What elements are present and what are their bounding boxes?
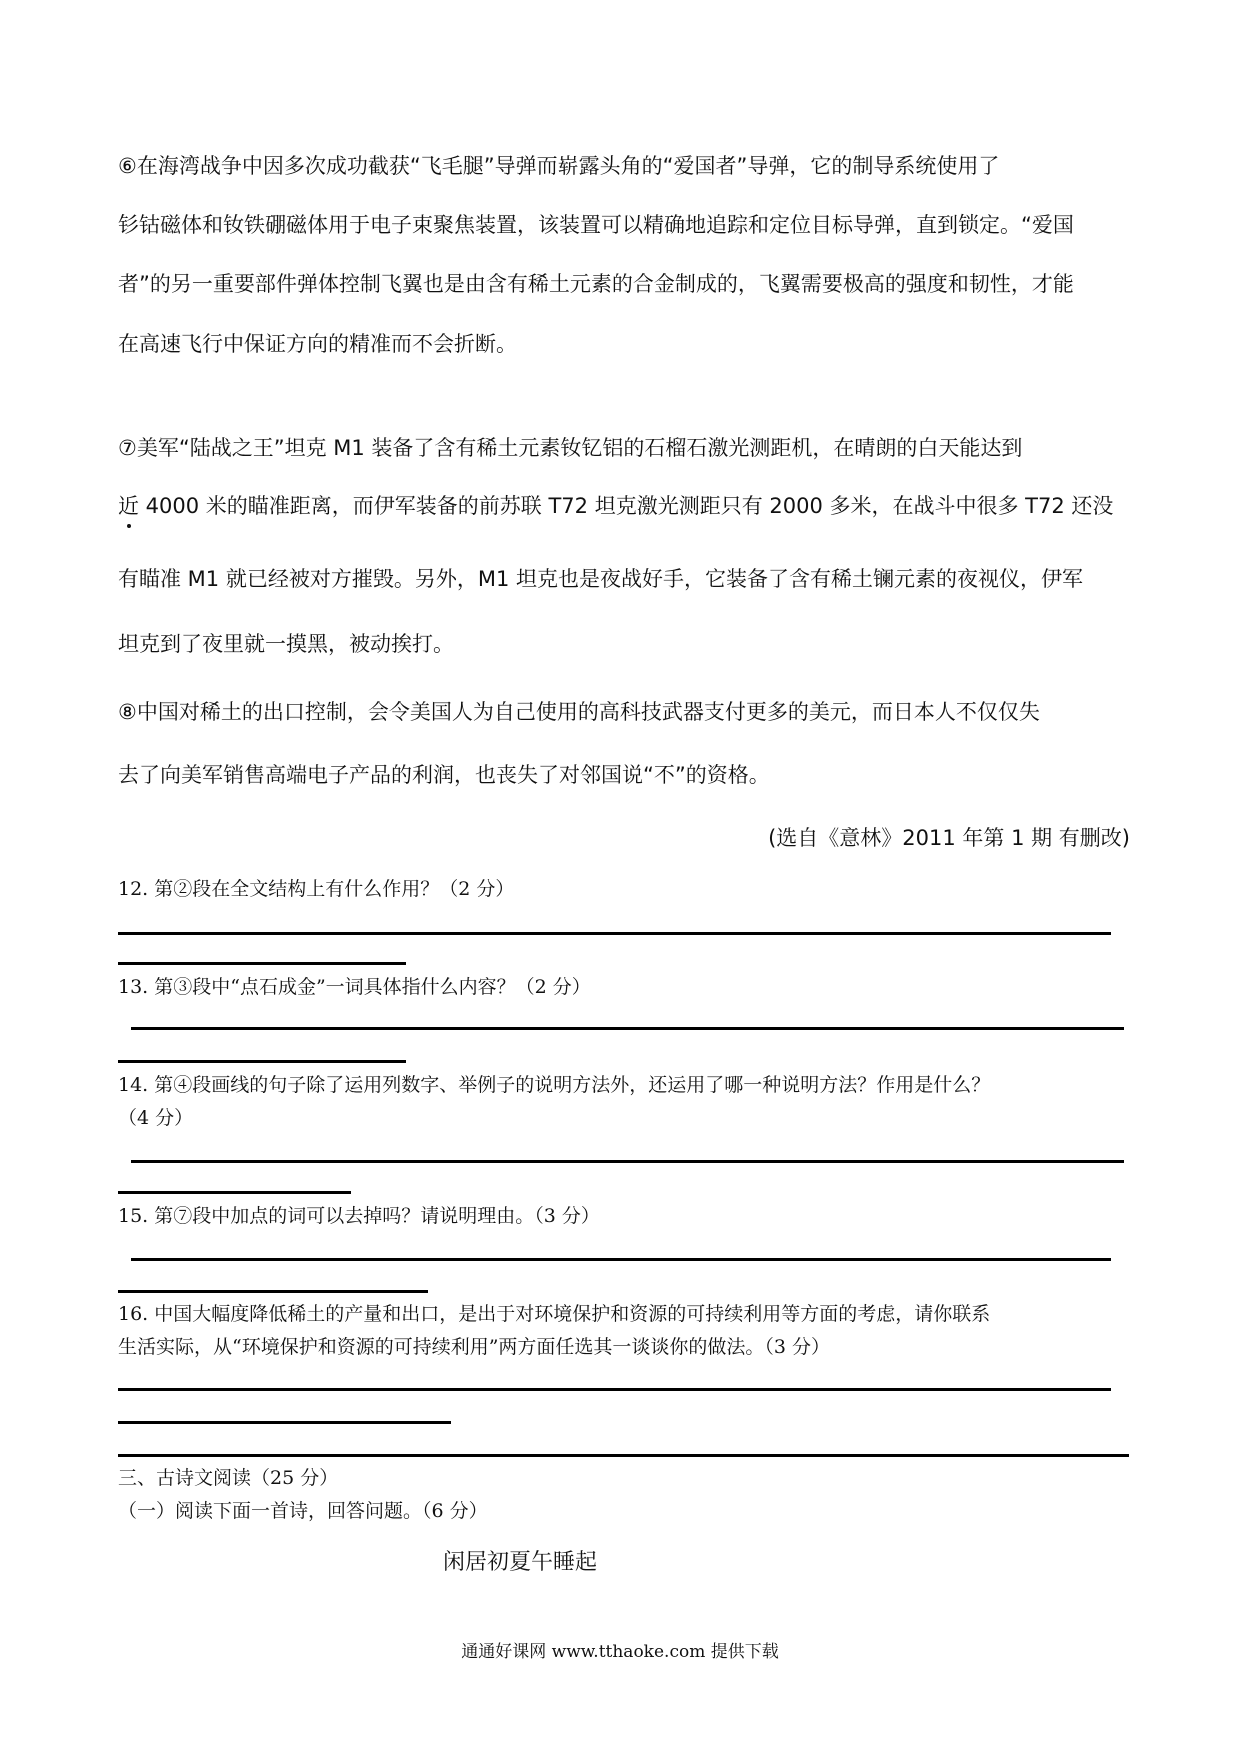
paragraph-6-line-2: 钐钴磁体和钕铁硼磁体用于电子束聚焦装置，该装置可以精确地追踪和定位目标导弹，直到锁定。“爱国 bbox=[118, 213, 1074, 237]
paragraph-7-line-3: 有瞄准 M1 就已经被对方摧毁。另外，M1 坦克也是夜战好手，它装备了含有稀土镧元素的夜视仪，伊军 bbox=[118, 567, 1083, 591]
answer-line bbox=[118, 932, 1111, 935]
question-16-line-1: 16. 中国大幅度降低稀土的产量和出口，是出于对环境保护和资源的可持续利用等方面的考虑，请你联系 bbox=[118, 1303, 991, 1325]
paragraph-8-line-1: ⑧中国对稀土的出口控制，会令美国人为自己使用的高科技武器支付更多的美元，而日本人不仅仅失 bbox=[118, 700, 1040, 724]
paragraph-7-line-1: ⑦美军“陆战之王”坦克 M1 装备了含有稀土元素钕钇铝的石榴石激光测距机，在晴朗的白天能达到 bbox=[118, 436, 1023, 460]
question-16-line-2: 生活实际，从“环境保护和资源的可持续利用”两方面任选其一谈谈你的做法。（3 分） bbox=[118, 1336, 831, 1358]
paragraph-7-line-4: 坦克到了夜里就一摸黑，被动挨打。 bbox=[118, 632, 454, 656]
question-14 bbox=[118, 1069, 1128, 1135]
question-16 bbox=[118, 1298, 1128, 1364]
poem-title: 闲居初夏午睡起 bbox=[443, 1550, 598, 1575]
answer-line bbox=[118, 962, 406, 965]
answer-line bbox=[118, 1191, 351, 1194]
answer-line bbox=[118, 1060, 406, 1063]
section-3-instruction: （一）阅读下面一首诗，回答问题。（6 分） bbox=[118, 1500, 488, 1522]
answer-line bbox=[131, 1258, 1111, 1261]
paragraph-6-line-1: ⑥在海湾战争中因多次成功截获“飞毛腿”导弹而崭露头角的“爱国者”导弹，它的制导系统使用了 bbox=[118, 154, 1000, 178]
footer-download-note: 通通好课网 www.tthaoke.com 提供下载 bbox=[461, 1642, 779, 1662]
section-3-heading: 三、古诗文阅读（25 分） bbox=[118, 1467, 339, 1489]
answer-line bbox=[131, 1160, 1124, 1163]
question-12: 12. 第②段在全文结构上有什么作用？（2 分） bbox=[118, 878, 515, 900]
answer-line bbox=[118, 1290, 428, 1293]
answer-line bbox=[118, 1454, 1129, 1457]
paragraph-7-line-2-rest: 4000 米的瞄准距离，而伊军装备的前苏联 T72 坦克激光测距只有 2000 多米，在战斗中很多 T72 还没 bbox=[139, 494, 1114, 518]
dotted-word: 近 bbox=[118, 490, 139, 520]
question-14-line-1: 14. 第④段画线的句子除了运用列数字、举例子的说明方法外，还运用了哪一种说明方法？作用是什么？ bbox=[118, 1074, 991, 1096]
paragraph-6-line-4: 在高速飞行中保证方向的精准而不会折断。 bbox=[118, 332, 517, 356]
answer-line bbox=[118, 1421, 451, 1424]
paragraph-8-line-2: 去了向美军销售高端电子产品的利润，也丧失了对邻国说“不”的资格。 bbox=[118, 763, 770, 787]
question-15: 15. 第⑦段中加点的词可以去掉吗？请说明理由。（3 分） bbox=[118, 1205, 600, 1227]
answer-line bbox=[131, 1027, 1124, 1030]
answer-line bbox=[118, 1388, 1111, 1391]
question-13: 13. 第③段中“点石成金”一词具体指什么内容？（2 分） bbox=[118, 976, 591, 998]
paragraph-6-line-3: 者”的另一重要部件弹体控制飞翼也是由含有稀土元素的合金制成的，飞翼需要极高的强度和韧性，才能 bbox=[118, 272, 1074, 296]
paragraph-7-line-2 bbox=[118, 490, 1113, 520]
question-14-line-2: （4 分） bbox=[118, 1107, 194, 1129]
source-citation: (选自《意林》2011 年第 1 期 有删改) bbox=[768, 826, 1130, 850]
